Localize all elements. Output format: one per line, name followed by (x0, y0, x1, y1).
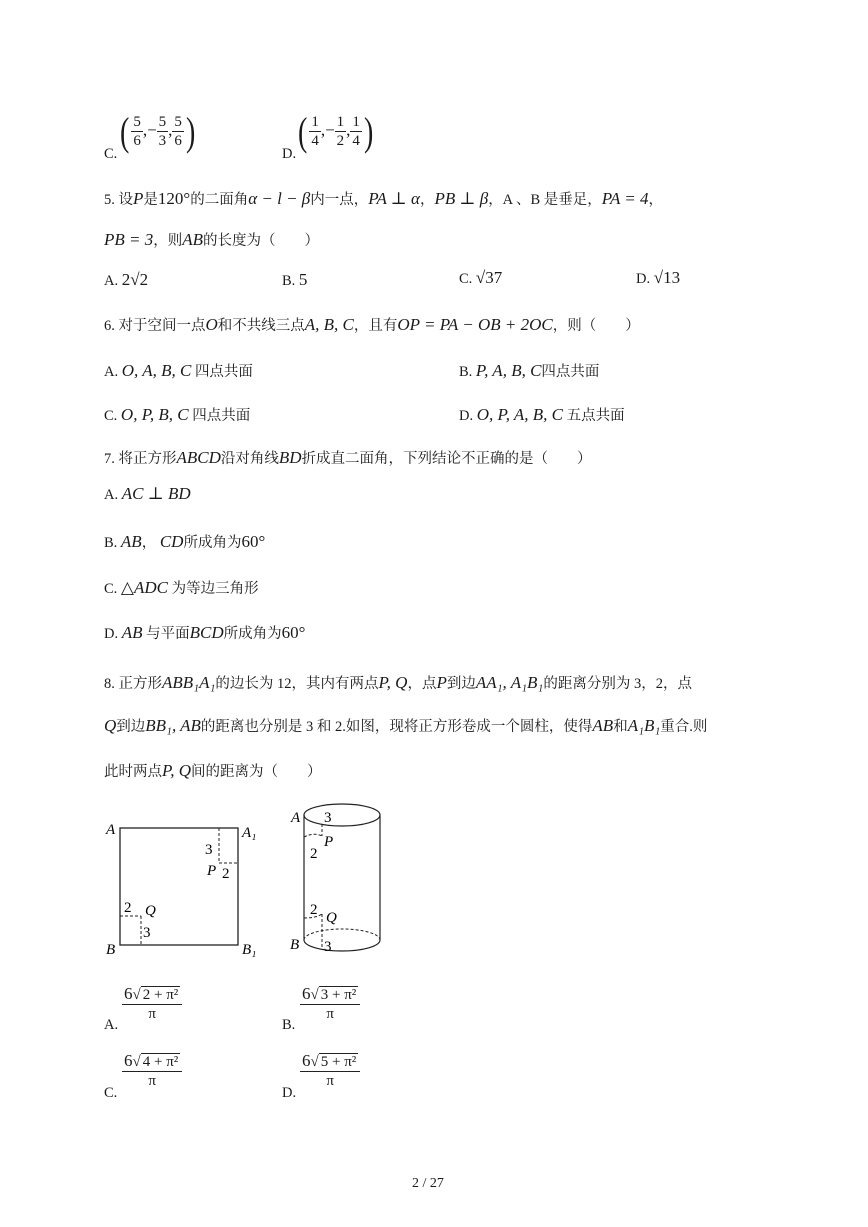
label-A: A (106, 822, 116, 838)
q8-option-a-label: A. (104, 1017, 119, 1033)
math: P, Q (162, 761, 191, 780)
option-value: 2√2 (121, 270, 149, 289)
text: 的边长为 12，其内有两点 (215, 676, 379, 692)
math: P (133, 189, 144, 208)
frac-num: 5 (158, 114, 167, 130)
text: 四点共面 (541, 364, 600, 380)
text: ，则（ ） (552, 318, 640, 334)
coef: 6 (302, 1051, 311, 1070)
math: BCD (189, 623, 224, 642)
q6-option-a (104, 360, 253, 381)
text: 所成角为 (183, 535, 242, 551)
option-label: D. (459, 408, 474, 424)
cyl-label-2-top: 2 (310, 846, 318, 862)
q8-stem-line2 (104, 715, 707, 736)
vector-equation: OP = PA − OB + 2OC (397, 315, 553, 334)
math: 60° (281, 623, 306, 642)
q8-stem-line3 (104, 760, 321, 781)
text: 8. 正方形 (104, 676, 162, 692)
text: 是 (143, 192, 158, 208)
text: 6. 对于空间一点 (104, 318, 206, 334)
math: ABCD (176, 448, 221, 467)
cyl-label-3-bottom: 3 (324, 939, 332, 955)
q6-stem (104, 314, 640, 335)
denominator: π (326, 1006, 334, 1022)
label-2-right: 2 (222, 866, 230, 882)
q8-option-a-value: $\frac{\text{6√ 2 + π²}}{\pi}$ (122, 985, 182, 1022)
math: PA = 4 (601, 189, 649, 208)
text: ， (141, 535, 157, 551)
text: 的长度为（ ） (203, 233, 320, 249)
radicand: 4 + π² (142, 1054, 179, 1070)
frac-den: 6 (174, 133, 182, 149)
text: ，则 (153, 233, 183, 249)
option-label: D. (104, 626, 119, 642)
math: AA₁, A₁B₁ (475, 673, 544, 692)
q6-option-b (459, 360, 599, 381)
text: 的距离也分别是 3 和 2.如图，现将正方形卷成一个圆柱，使得 (200, 719, 593, 735)
radicand: 2 + π² (142, 987, 179, 1003)
frac-den: 4 (311, 133, 319, 149)
q4-option-d-value: ( $\frac{1}{4}$ ,− $\frac{1}{2}$ , $\frac{1}{4}$ ) (297, 109, 374, 154)
q8-option-d-value: $\frac{\text{6√ 5 + π²}}{\pi}$ (300, 1052, 360, 1089)
q8-option-c-label: C. (104, 1085, 118, 1101)
radicand: 5 + π² (320, 1054, 357, 1070)
text: 四点共面 (194, 364, 253, 380)
q5-stem-line2 (104, 229, 319, 250)
label-Q: Q (145, 903, 156, 919)
math: 60° (241, 532, 266, 551)
q5-option-c (459, 268, 502, 288)
math: O (205, 315, 218, 334)
q7-option-d (104, 622, 305, 643)
cyl-label-A: A (291, 810, 301, 826)
q7-option-b (104, 531, 265, 552)
coef: 6 (124, 1051, 133, 1070)
option-value: √37 (475, 268, 503, 287)
frac-den: 6 (133, 133, 141, 149)
text: ，且有 (353, 318, 398, 334)
math: P, A, B, C (475, 361, 542, 380)
cyl-label-2-bottom: 2 (310, 902, 318, 918)
frac-num: 5 (174, 114, 182, 130)
math: A₁B₁ (627, 716, 661, 735)
q6-option-d (459, 404, 625, 425)
frac-num: 1 (352, 114, 360, 130)
option-label: C. (104, 408, 118, 424)
frac-num: 1 (311, 114, 319, 130)
q5-option-a (104, 270, 148, 290)
text: 7. 将正方形 (104, 451, 177, 467)
text: ， (648, 192, 664, 208)
option-label: A. (104, 364, 119, 380)
text: ， (419, 192, 435, 208)
q7-option-a (104, 484, 191, 504)
q8-option-c-value: $\frac{\text{6√ 4 + π²}}{\pi}$ (122, 1052, 182, 1089)
label-A1: A₁ (242, 825, 257, 841)
text: 四点共面 (192, 408, 251, 424)
text: 五点共面 (566, 408, 625, 424)
text: 重合.则 (660, 719, 708, 735)
text: 和不共线三点 (217, 318, 305, 334)
option-label: B. (459, 364, 473, 380)
option-label: B. (104, 535, 118, 551)
label-2-left: 2 (124, 900, 132, 916)
math: PB = 3 (104, 230, 154, 249)
text: 到边 (446, 676, 476, 692)
frac-den: 3 (158, 133, 167, 149)
q8-option-b-label: B. (282, 1017, 296, 1033)
q4-option-c-label: C. (104, 146, 118, 162)
text: 内一点， (310, 192, 369, 208)
q5-option-b (282, 270, 307, 290)
math: BB₁, AB (145, 716, 201, 735)
label-3-top: 3 (205, 842, 213, 858)
text: 所成角为 (223, 626, 282, 642)
math: 120° (157, 189, 191, 208)
option-label: C. (104, 581, 118, 597)
text: 折成直二面角，下列结论不正确的是（ ） (301, 451, 592, 467)
math: AB (182, 230, 204, 249)
label-B1: B₁ (242, 942, 257, 958)
math: O, A, B, C (121, 361, 192, 380)
text: 与平面 (146, 626, 190, 642)
square-figure (96, 812, 276, 960)
coef: 6 (124, 984, 133, 1003)
q5-stem-line1 (104, 188, 663, 209)
total-pages: 27 (429, 1176, 444, 1191)
q6-option-c (104, 404, 250, 425)
math: BD (278, 448, 302, 467)
math: P (436, 673, 447, 692)
math: AB (121, 623, 143, 642)
cylinder-figure (284, 800, 394, 960)
frac-num: 5 (133, 114, 141, 130)
minus-sign: − (147, 120, 157, 140)
q8-option-b-value: $\frac{\text{6√ 3 + π²}}{\pi}$ (300, 985, 360, 1022)
separator: / (422, 1176, 427, 1191)
q5-option-d (636, 268, 680, 288)
frac-num: 1 (336, 114, 345, 130)
denominator: π (326, 1073, 334, 1089)
q4-option-d-label: D. (282, 146, 297, 162)
radicand: 3 + π² (320, 987, 357, 1003)
math: O, P, B, C (120, 405, 189, 424)
coef: 6 (302, 984, 311, 1003)
frac-den: 2 (336, 133, 345, 149)
math: ABB₁A₁ (162, 673, 216, 692)
text: 为等边三角形 (171, 581, 259, 597)
option-value: 5 (298, 270, 308, 289)
cyl-label-Q: Q (326, 910, 337, 926)
text: 间的距离为（ ） (190, 764, 322, 780)
page-number (412, 1176, 444, 1192)
cyl-label-P: P (324, 834, 334, 850)
math: PB ⊥ β (434, 189, 489, 208)
option-label: A. (104, 487, 119, 503)
math: CD (159, 532, 184, 551)
text: 的距离分别为 3，2，点 (543, 676, 692, 692)
option-value: √13 (653, 268, 681, 287)
math: α − l − β (248, 189, 311, 208)
current-page: 2 (412, 1176, 419, 1191)
denominator: π (148, 1073, 156, 1089)
cyl-label-3-top: 3 (324, 810, 332, 826)
frac-den: 4 (352, 133, 360, 149)
minus-sign: − (325, 120, 335, 140)
option-label: C. (459, 271, 473, 287)
math: AB (120, 532, 142, 551)
math: AB (592, 716, 614, 735)
math: A, B, C (304, 315, 354, 334)
q4-option-c-value: ( $\frac{5}{6}$ ,− $\frac{5}{3}$ , $\frac{5}{6}$ ) (119, 109, 196, 154)
denominator: π (148, 1006, 156, 1022)
cyl-label-B: B (290, 937, 300, 953)
q7-option-c (104, 577, 259, 598)
math: △ADC (120, 578, 168, 597)
text: 5. 设 (104, 192, 133, 208)
text: ，A 、B 是垂足， (488, 192, 602, 208)
math: Q (104, 716, 117, 735)
label-3-bottom: 3 (143, 925, 151, 941)
text: 和 (613, 719, 628, 735)
option-label: A. (104, 273, 119, 289)
q8-stem-line1 (104, 672, 692, 693)
text: ，点 (407, 676, 437, 692)
label-P: P (207, 863, 217, 879)
text: 到边 (116, 719, 146, 735)
option-label: D. (636, 271, 651, 287)
q8-option-d-label: D. (282, 1085, 297, 1101)
text: 的二面角 (190, 192, 249, 208)
math: PA ⊥ α (368, 189, 420, 208)
math: O, P, A, B, C (476, 405, 564, 424)
math: P, Q (378, 673, 408, 692)
q7-stem (104, 447, 592, 468)
math: AC ⊥ BD (121, 484, 191, 503)
option-label: B. (282, 273, 296, 289)
text: 沿对角线 (220, 451, 279, 467)
text: 此时两点 (104, 764, 162, 780)
label-B: B (106, 942, 116, 958)
